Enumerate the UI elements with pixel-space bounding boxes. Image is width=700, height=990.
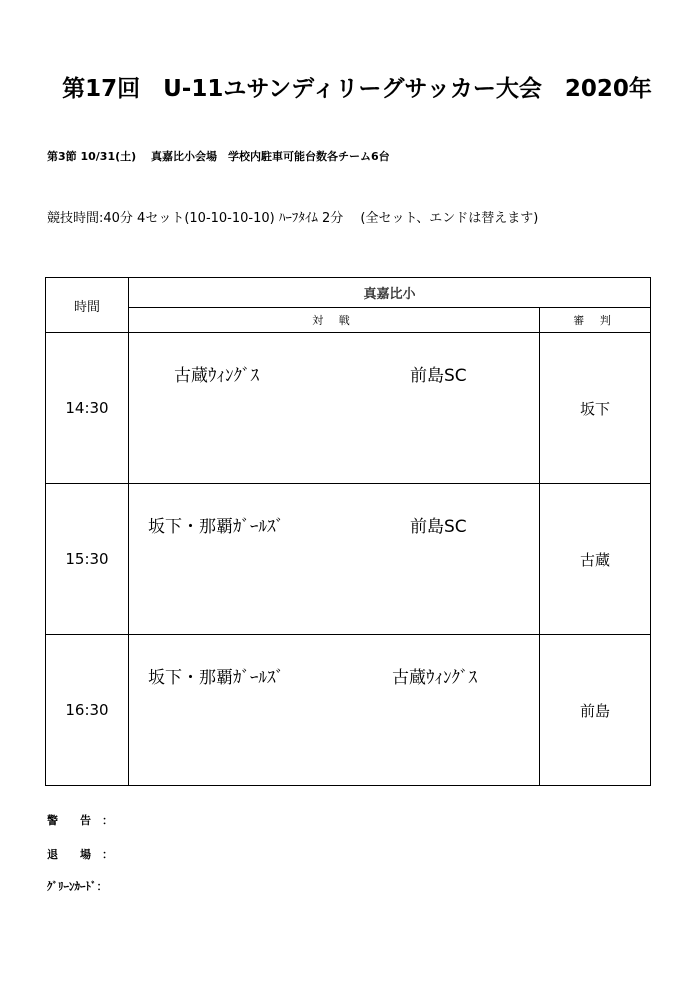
referee-header: 審 判: [540, 308, 651, 333]
match-cell: [129, 635, 540, 786]
match-time-info: 競技時間:40分 4セット(10-10-10-10) ﾊｰﾌﾀｲﾑ 2分 (全セット、エンドは替えます): [47, 211, 539, 226]
green-card-label: ｸﾞﾘｰﾝｶｰﾄﾞ：: [47, 880, 108, 893]
round-info: 第3節 10/31(土) 真嘉比小会場 学校内駐車可能台数各チーム6台: [47, 150, 390, 163]
home-team: 坂下・那覇ｶﾞｰﾙｽﾞ: [148, 668, 284, 688]
table-row: [46, 484, 651, 635]
match-cell: [129, 333, 540, 484]
ejection-label: 退 場 ：: [47, 848, 113, 861]
match-header: 対 戦: [129, 308, 540, 333]
home-team: 古蔵ｳｨﾝｸﾞｽ: [174, 366, 259, 386]
match-time: 16:30: [46, 635, 129, 786]
referee-team: 坂下: [540, 333, 651, 484]
match-cell: [129, 484, 540, 635]
away-team: 前島SC: [410, 517, 467, 537]
match-time: 14:30: [46, 333, 129, 484]
away-team: 古蔵ｳｨﾝｸﾞｽ: [392, 668, 477, 688]
table-row: [46, 635, 651, 786]
referee-team: 古蔵: [540, 484, 651, 635]
table-row: [46, 333, 651, 484]
schedule-table: [45, 277, 651, 786]
warning-label: 警 告 ：: [47, 814, 113, 827]
document-title: 第17回 U-11ユサンディリーグサッカー大会 2020年: [62, 76, 652, 102]
home-team: 坂下・那覇ｶﾞｰﾙｽﾞ: [148, 517, 284, 537]
venue-header: 真嘉比小: [129, 278, 651, 308]
match-time: 15:30: [46, 484, 129, 635]
away-team: 前島SC: [410, 366, 467, 386]
time-header: 時間: [46, 278, 129, 333]
referee-team: 前島: [540, 635, 651, 786]
